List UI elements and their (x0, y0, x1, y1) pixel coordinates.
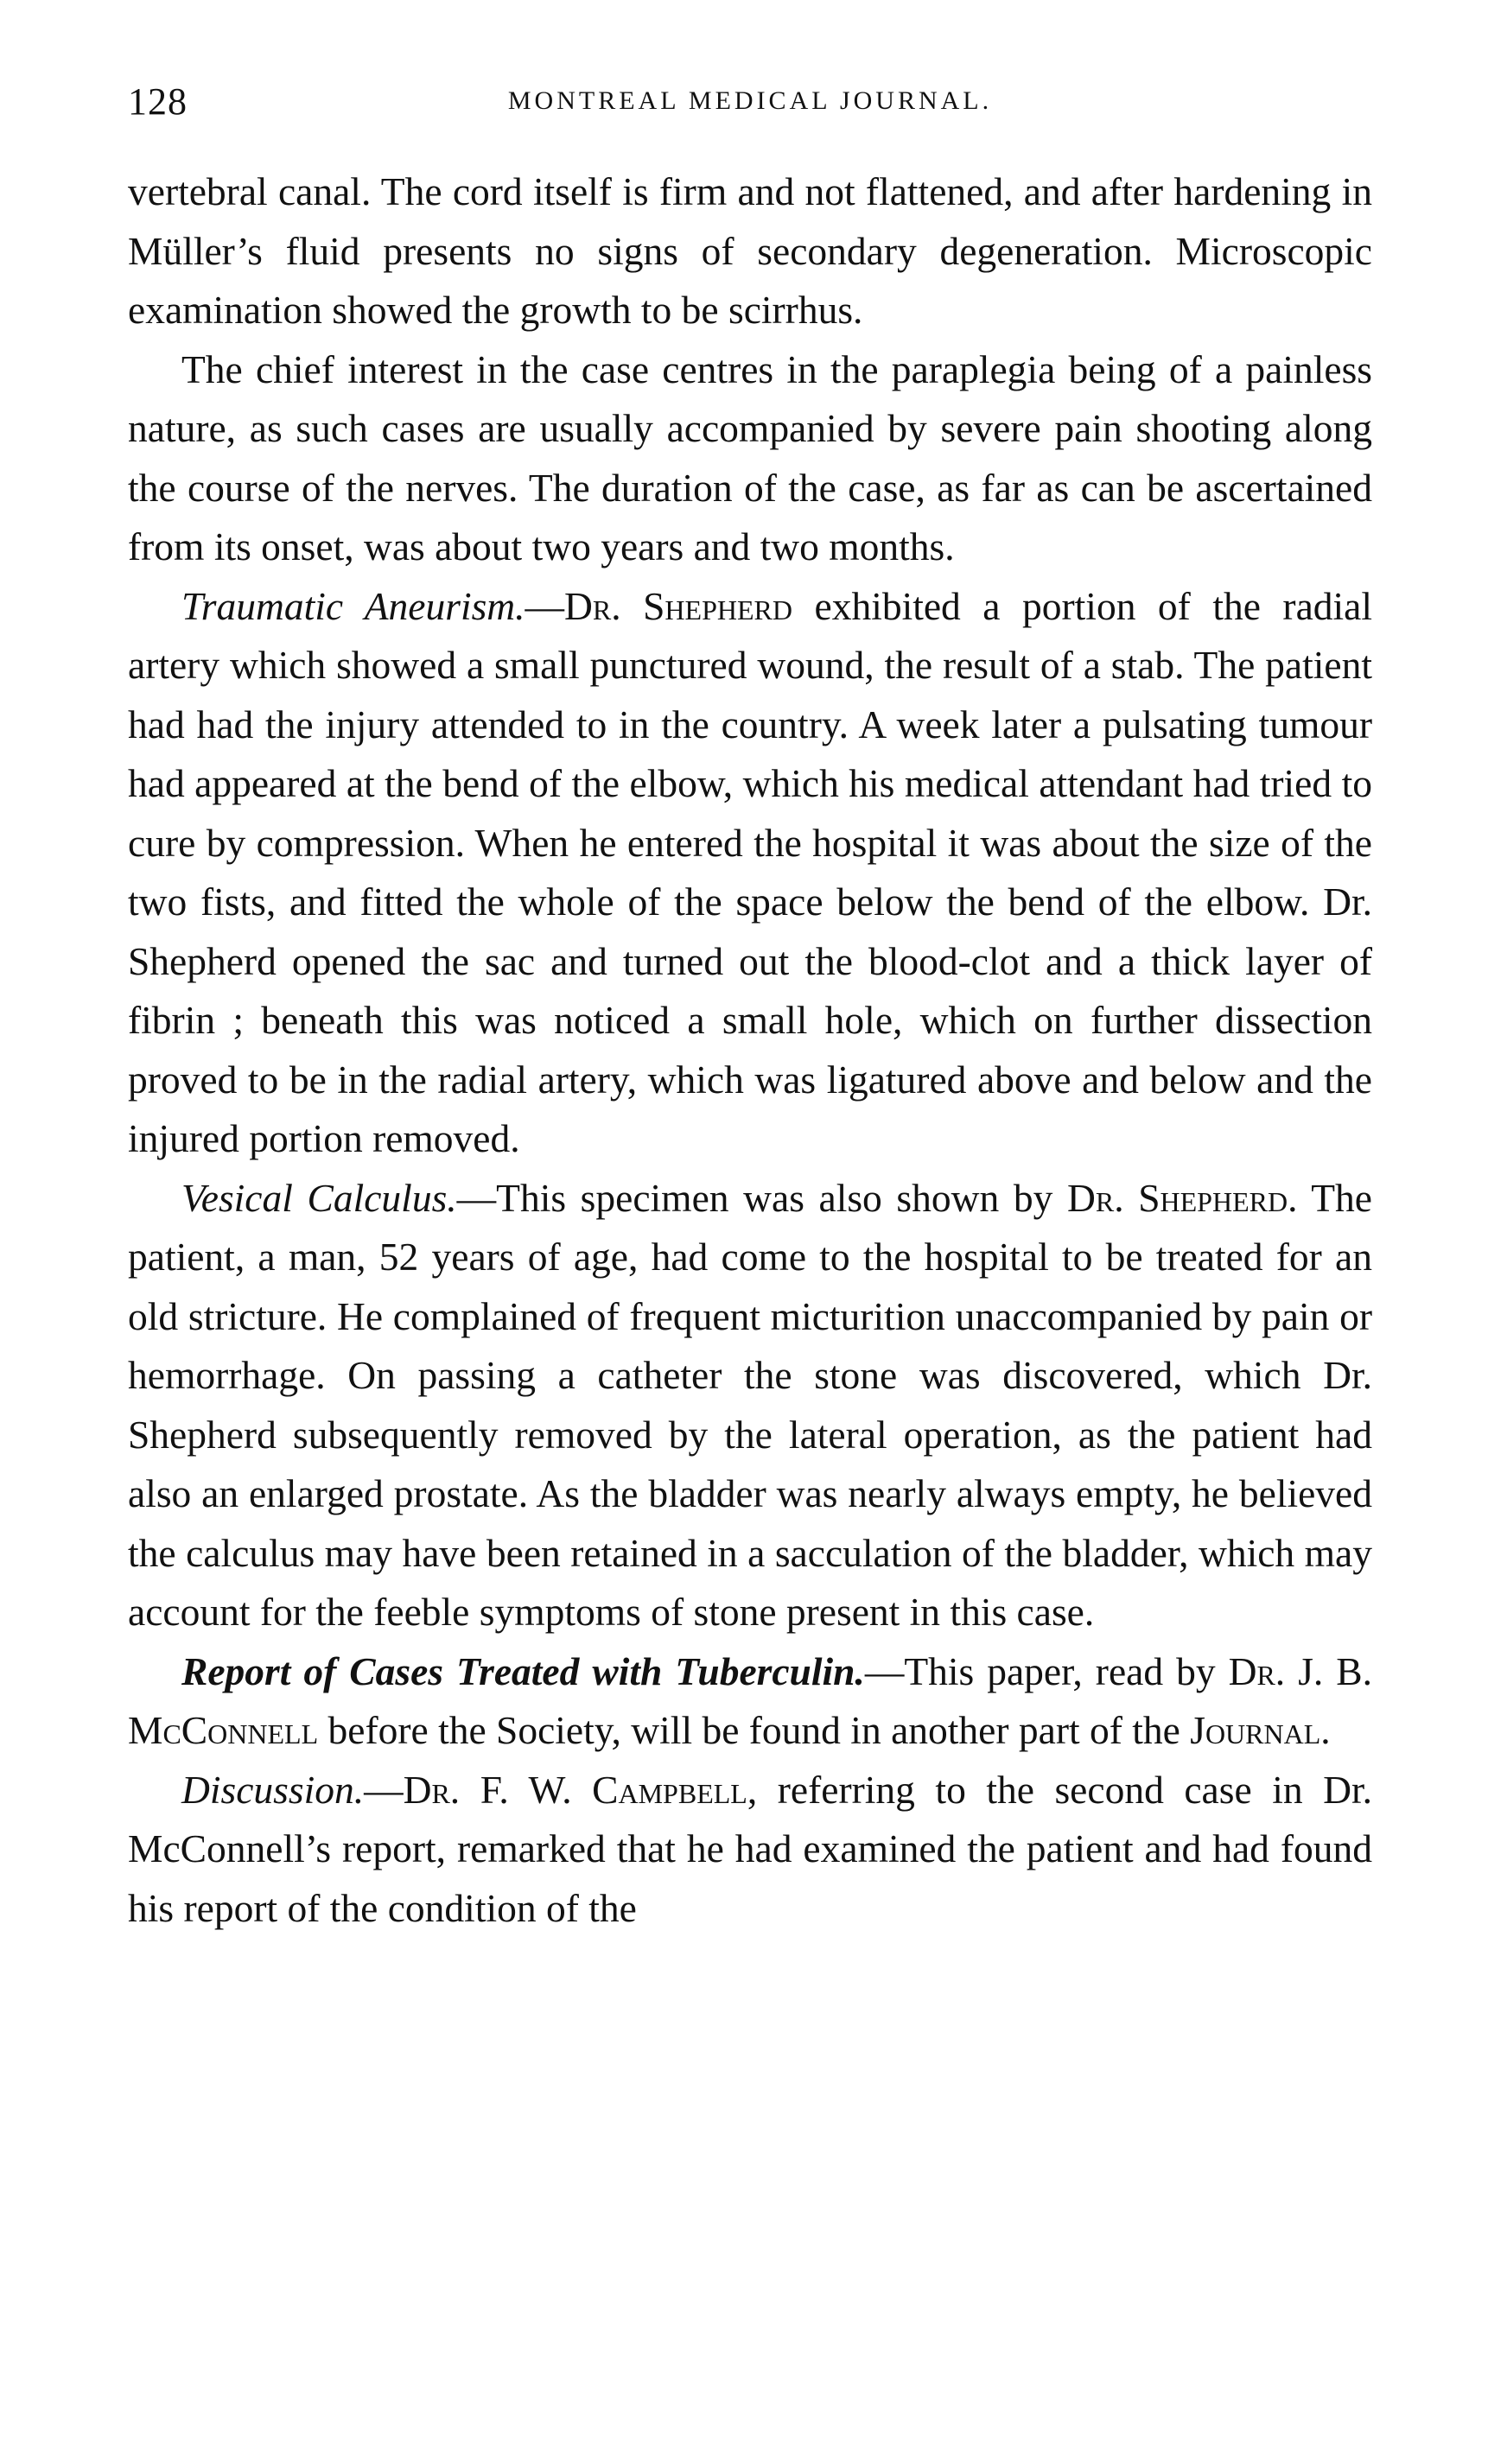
paragraph-text: before the Society, will be found in another part of the (318, 1708, 1191, 1752)
paragraph-vesical-calculus (128, 1169, 1372, 1642)
paragraph-text: This paper, read by (904, 1648, 1229, 1693)
page-number: 128 (128, 80, 188, 123)
em-dash: — (864, 1648, 905, 1693)
section-run-in-heading: Traumatic Aneurism. (181, 583, 525, 628)
paragraph-text: The chief interest in the case centres in the paraplegia being of a painless nature, as such cases are usually accompanied by severe pain shooting along the course of the nerves. The duration of the case, as far as can be ascertained from its onset, was about two years and two months. (128, 346, 1372, 568)
em-dash: — (364, 1767, 404, 1812)
journal-title: MONTREAL MEDICAL JOURNAL. (507, 86, 993, 115)
author-name: Dr. F. W. Campbell (403, 1767, 747, 1812)
paragraph-discussion (128, 1761, 1372, 1939)
paragraph-text: exhibited a portion of the radial artery which showed a small punctured wound, the result of a stab. The patient had had the injury attended to in the country. A week later a pulsating tumour had appeared at the bend of the elbow, which his medical attendant had tried to cure by compression. When he entered the hospital it was about the size of the two fists, and fitted the whole of the space below the bend of the elbow. Dr. Shepherd opened the sac and turned out the blood-clot and a thick layer of fibrin ; beneath this was noticed a small hole, which on further dissection proved to be in the radial artery, which was ligatured above and below and the injured portion removed. (128, 583, 1372, 1160)
paragraph-text: This specimen was also shown by (496, 1175, 1067, 1220)
paragraph-text: , referring to the second case in Dr. McConnell’s report, remarked that he had examined the patient and had found his report of the condition of the (128, 1767, 1372, 1930)
paragraph-text: vertebral canal. The cord itself is firm and not flattened, and after hardening in Müller’s fluid presents no signs of secondary degeneration. Microscopic examination showed the growth to be scirrhus. (128, 169, 1372, 332)
author-name: Dr. Shepherd (1067, 1175, 1288, 1220)
page (128, 60, 1372, 1938)
running-head (128, 60, 1372, 147)
section-run-in-heading: Discussion. (181, 1767, 365, 1812)
paragraph-traumatic-aneurism (128, 577, 1372, 1169)
paragraph-case-interest (128, 340, 1372, 577)
em-dash: — (525, 583, 565, 628)
journal-reference: Journal (1190, 1708, 1321, 1752)
section-run-in-heading: Vesical Calculus. (181, 1175, 457, 1220)
author-name: Dr. J. B. McConnell (128, 1648, 1372, 1752)
paragraph-text: . The patient, a man, 52 years of age, had come to the hospital to be treated for an old stricture. He complained of frequent micturition unaccompanied by pain or hemorrhage. On passing a catheter the stone was discovered, which Dr. Shepherd subsequently removed by the lateral operation, as the patient had also an enlarged prostate. As the bladder was nearly always empty, he believed the calculus may have been retained in a sacculation of the bladder, which may account for the feeble symptoms of stone present in this case. (128, 1175, 1372, 1634)
section-run-in-heading: Report of Cases Treated with Tuberculin. (181, 1648, 865, 1693)
paragraph-text: . (1320, 1708, 1331, 1752)
paragraph-tuberculin-report (128, 1642, 1372, 1761)
em-dash: — (456, 1175, 497, 1220)
author-name: Dr. Shepherd (564, 583, 792, 628)
article-body (128, 162, 1372, 1938)
paragraph-continuation (128, 162, 1372, 340)
